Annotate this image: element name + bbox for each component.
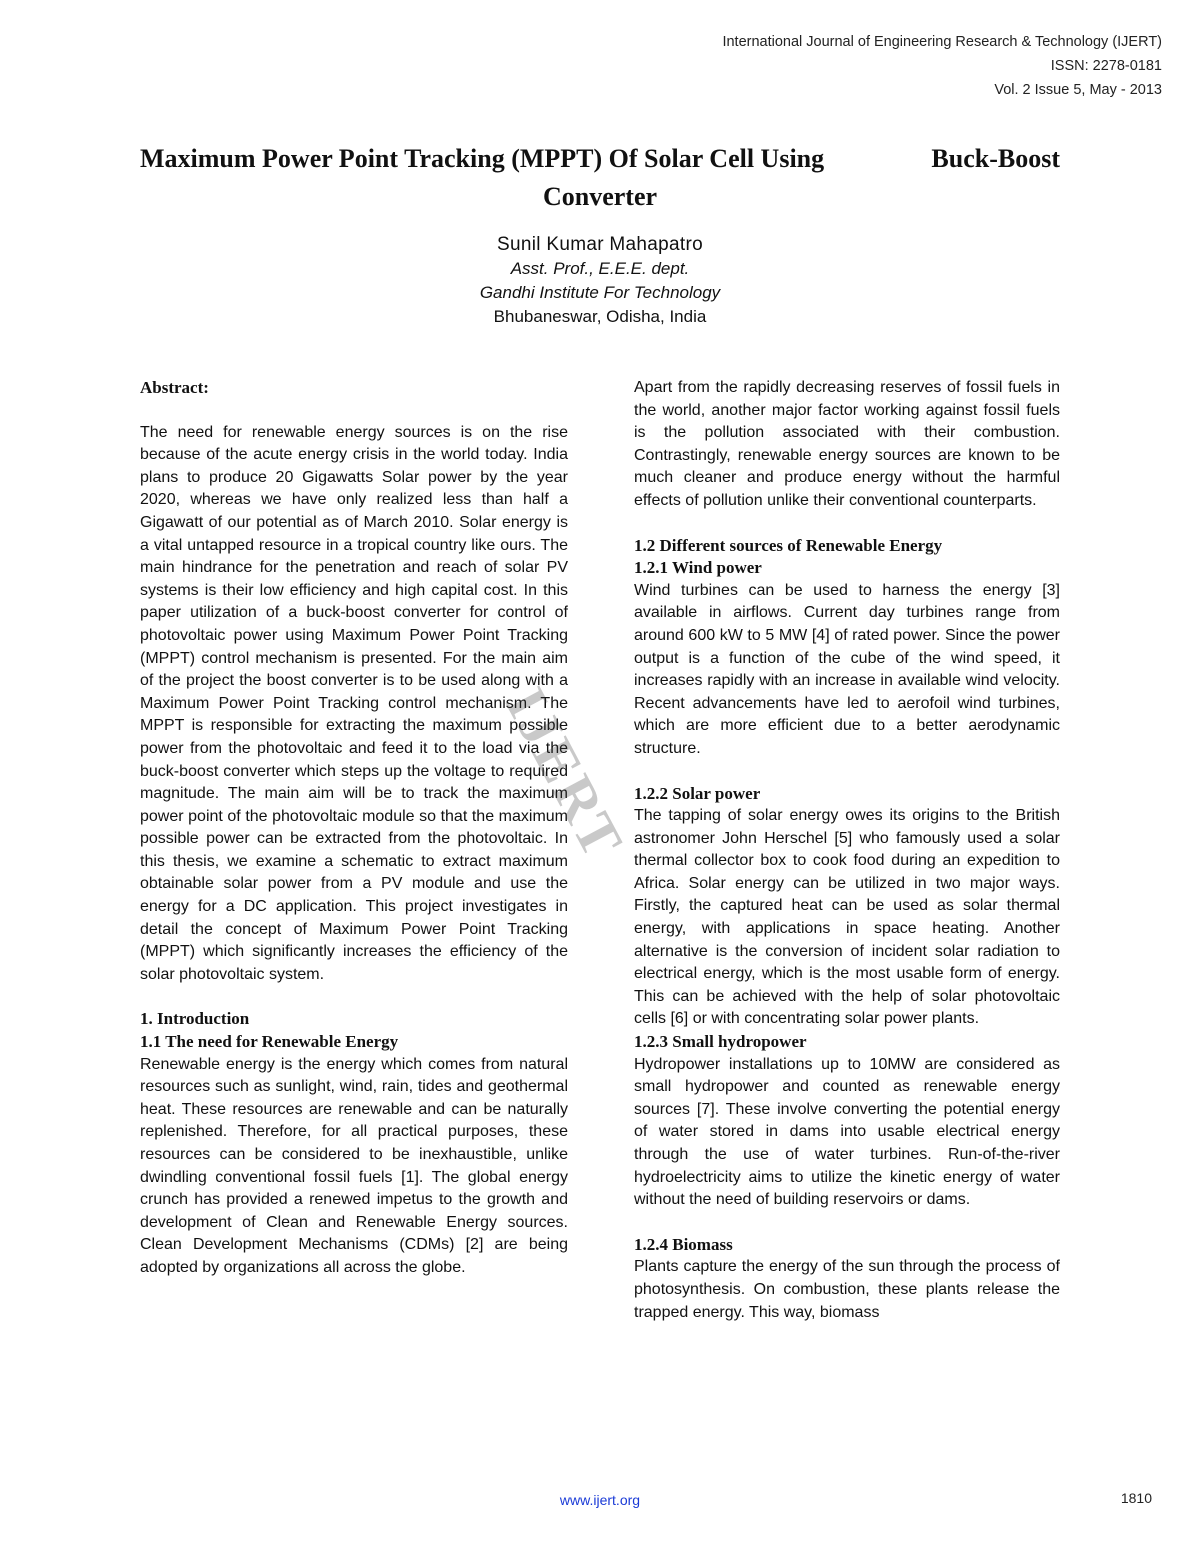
wind-text: Wind turbines can be used to harness the energy [3] available in airflows. Current day turbines range from around 600 kW to 5 MW [4] of rated power. Since the power output is a function of the cube of the wind speed, it increases rapidly with an increase in available wind velocity. Recent advancements have led to aerofoil wind turbines, which are more efficient due to a better aerodynamic structure. <box>634 581 1060 757</box>
intro-continued-text: Apart from the rapidly decreasing reserves of fossil fuels in the world, another major factor working against fossil fuels is the pollution associated with their combustion. Contrastingly, renewable energy sources are known to be much cleaner and produce energy without the harmful effects of pollution unlike their conventional counterparts. <box>634 379 1060 509</box>
author-location: Bhubaneswar, Odisha, India <box>493 307 707 326</box>
biomass-text: Plants capture the energy of the sun through the process of photosynthesis. On combustion, these plants release the trapped energy. This way, biomass <box>634 1258 1060 1321</box>
left-column <box>140 377 568 1280</box>
title-line-2: Converter <box>542 182 658 211</box>
author-position: Asst. Prof., E.E.E. dept. <box>510 259 690 278</box>
page-number: 1810 <box>1120 1490 1152 1506</box>
title-line-1: Maximum Power Point Tracking (MPPT) Of Solar Cell Using <box>140 144 825 173</box>
footer-website-link[interactable]: www.ijert.org <box>559 1492 641 1508</box>
title-line-1-end: Buck-Boost <box>931 144 1060 173</box>
volume-info: Vol. 2 Issue 5, May - 2013 <box>994 82 1162 98</box>
journal-name: International Journal of Engineering Research & Technology (IJERT) <box>722 34 1162 50</box>
solar-text: The tapping of solar energy owes its origins to the British astronomer John Herschel [5] who famously used a solar thermal collector box to cook food during an expedition to Africa. Solar energy can be utilized in two major ways. Firstly, the captured heat can be used as solar thermal energy, with applications in space heating. Another alternative is the conversion of incident solar radiation to electrical energy, which is the most usable form of energy. This can be achieved with the help of solar photovoltaic cells [6] or with concentrating solar power plants. <box>634 807 1060 1028</box>
hydro-heading: 1.2.3 Small hydropower <box>634 1032 807 1052</box>
wind-heading: 1.2.1 Wind power <box>634 558 762 578</box>
author-name: Sunil Kumar Mahapatro <box>497 234 703 255</box>
intro-text: Renewable energy is the energy which comes from natural resources such as sunlight, wind, rain, tides and geothermal heat. These resources are renewable and can be naturally replenished. Therefore, for all practical purposes, these resources can be considered to be inexhaustible, unlike dwindling conventional fossil fuels [1]. The global energy crunch has provided a renewed impetus to the growth and development of Clean and Renewable Energy sources. Clean Development Mechanisms (CDMs) [2] are being adopted by organizations all across the globe. <box>140 1055 568 1276</box>
solar-heading: 1.2.2 Solar power <box>634 783 761 803</box>
right-column <box>634 377 1060 1324</box>
author-institute: Gandhi Institute For Technology <box>479 283 721 302</box>
journal-header <box>722 30 1162 102</box>
biomass-heading: 1.2.4 Biomass <box>634 1234 733 1254</box>
ijert-watermark: IJERT <box>493 677 637 870</box>
hydro-text: Hydropower installations up to 10MW are considered as small hydropower and counted as renewable energy sources [7]. These involve converting the potential energy of water stored in dams into usable electrical energy through the use of water turbines. Run-of-the-river hydroelectricity aims to utilize the kinetic energy of water without the need of building reservoirs or dams. <box>634 1055 1060 1209</box>
intro-subheading: 1.1 The need for Renewable Energy <box>140 1032 399 1052</box>
paper-title <box>140 140 1060 216</box>
sources-heading: 1.2 Different sources of Renewable Energy <box>634 535 943 555</box>
intro-heading: 1. Introduction <box>140 1009 250 1029</box>
abstract-heading: Abstract: <box>140 378 209 397</box>
author-block <box>0 233 1200 329</box>
issn: ISSN: 2278-0181 <box>1050 58 1162 74</box>
abstract-text: The need for renewable energy sources is on the rise because of the acute energy crisis in the world today. India plans to produce 20 Gigawatts Solar power by the year 2020, whereas we have only realized less than half a Gigawatt of our potential as of March 2010. Solar energy is a vital untapped resource in a tropical country like ours. The main hindrance for the penetration and reach of solar PV systems is their low efficiency and high capital cost. In this paper utilization of a buck-boost converter for control of photovoltaic power using Maximum Power Point Tracking (MPPT) control mechanism is presented. For the main aim of the project the boost converter is to be used along with a Maximum Power Point Tracking control mechanism. The MPPT is responsible for extracting the maximum possible power from the photovoltaic and feed it to the load via the buck-boost converter which steps up the voltage to required magnitude. The main aim will be to track the maximum power point of the photovoltaic module so that the maximum possible power can be extracted from the photovoltaic. In this thesis, we examine a schematic to extract maximum obtainable solar power from a PV module and use the energy for a DC application. This project investigates in detail the concept of Maximum Power Point Tracking (MPPT) which significantly increases the efficiency of the solar photovoltaic system. <box>140 423 568 983</box>
